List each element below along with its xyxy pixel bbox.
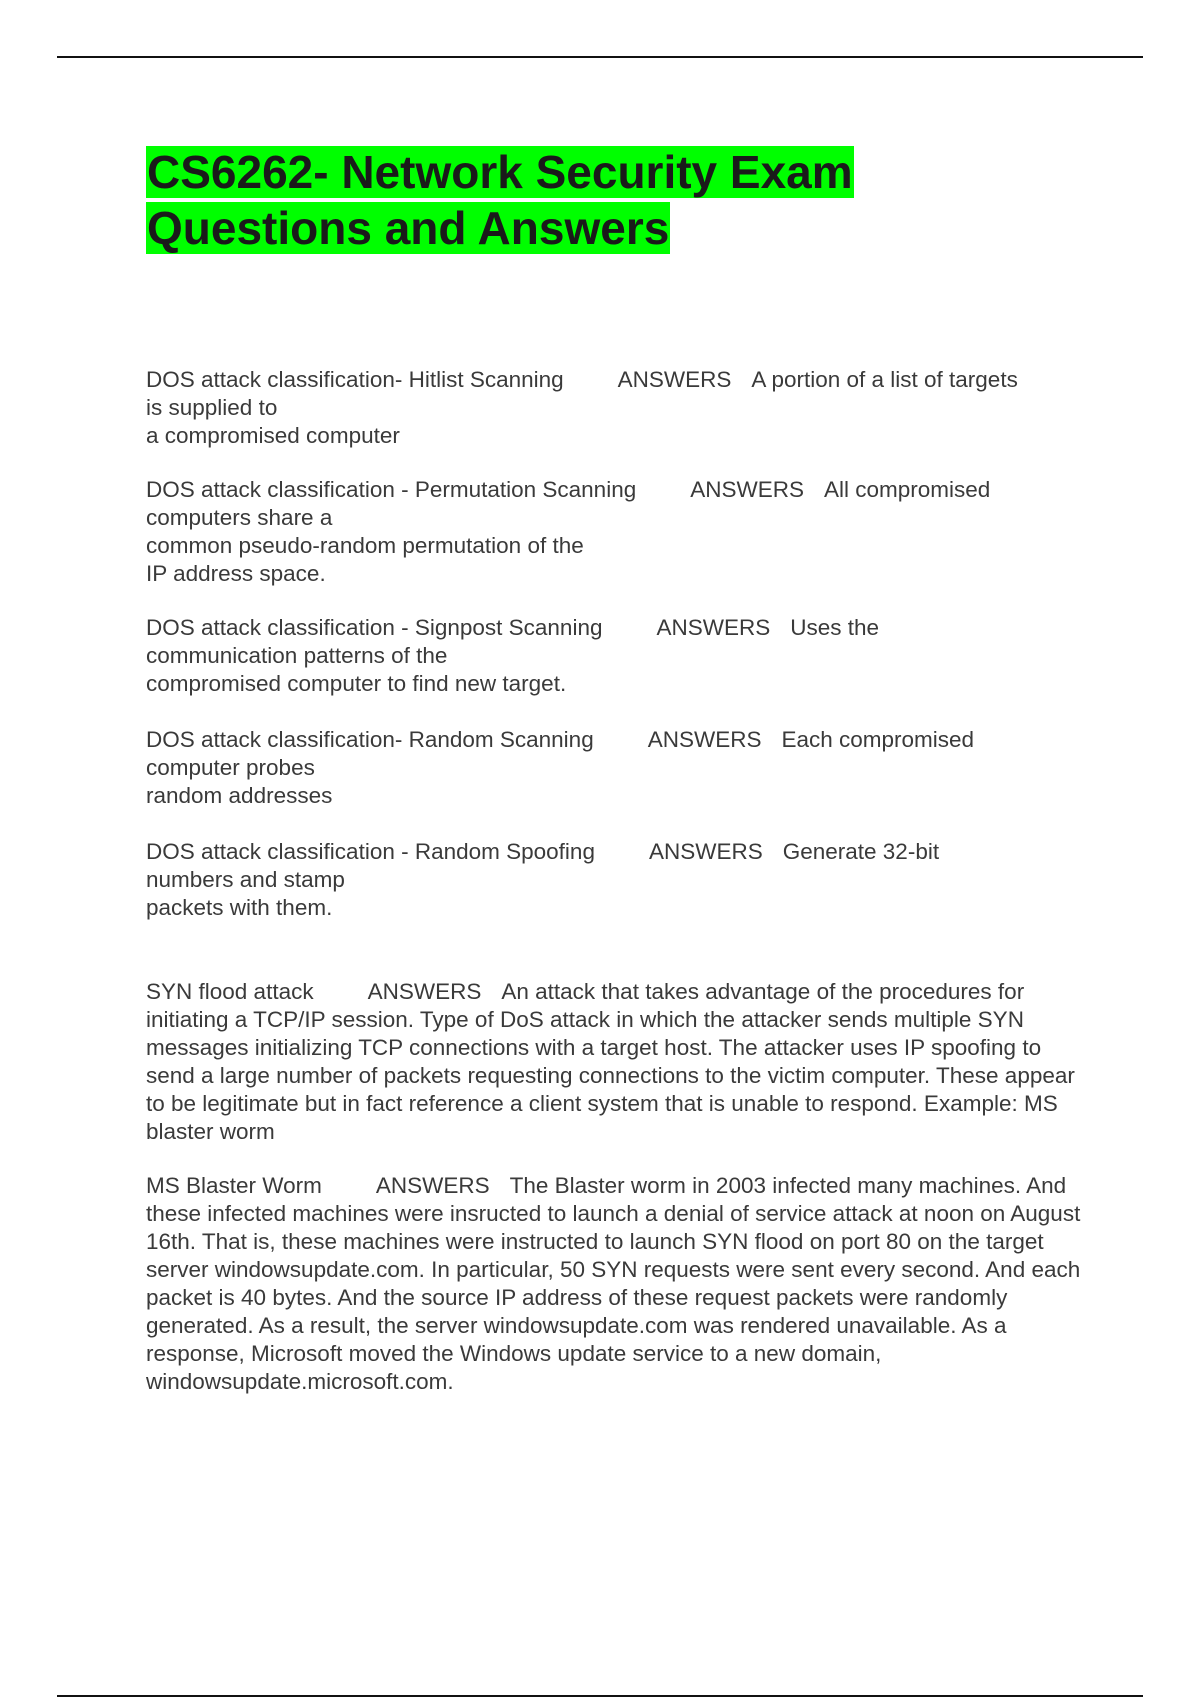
answers-label: ANSWERS <box>656 615 771 640</box>
answer-continuation: packets with them. <box>146 895 333 920</box>
qa-entry-first-line <box>146 838 1086 866</box>
question-term: DOS attack classification - Random Spoofing <box>146 839 595 864</box>
qa-entry-syn-flood-attack <box>146 978 1086 1146</box>
question-term: MS Blaster Worm <box>146 1173 322 1198</box>
answer-continuation: random addresses <box>146 783 333 808</box>
answer-continuation: communication patterns of the <box>146 643 448 668</box>
answers-label: ANSWERS <box>690 477 804 502</box>
question-term: DOS attack classification - Permutation Scanning <box>146 477 637 502</box>
answers-label: ANSWERS <box>617 367 732 392</box>
title-line-1: CS6262- Network Security Exam <box>147 146 853 198</box>
answer-text: Generate 32-bit <box>782 839 940 864</box>
qa-entry-paragraph <box>146 1172 1086 1396</box>
answer-continuation: common pseudo-random permutation of the <box>146 533 584 558</box>
qa-entry-first-line <box>146 366 1086 394</box>
answer-text: All compromised <box>824 477 991 502</box>
qa-entry-permutation-scanning <box>146 476 1086 588</box>
answers-label: ANSWERS <box>648 839 763 864</box>
qa-entry-random-spoofing <box>146 838 1086 922</box>
answer-continuation: IP address space. <box>146 561 326 586</box>
answer-text: Each compromised <box>781 727 975 752</box>
question-term: DOS attack classification - Signpost Scanning <box>146 615 603 640</box>
answer-continuation: is supplied to <box>146 395 278 420</box>
qa-entry-hitlist-scanning <box>146 366 1086 450</box>
question-term: DOS attack classification- Random Scanning <box>146 727 594 752</box>
qa-entry-signpost-scanning <box>146 614 1086 698</box>
question-term: SYN flood attack <box>146 979 314 1004</box>
answer-continuation: compromised computer to find new target. <box>146 671 567 696</box>
page-title <box>146 144 1046 256</box>
qa-entry-first-line <box>146 614 1086 642</box>
bottom-rule <box>57 1695 1143 1697</box>
qa-entry-first-line <box>146 726 1086 754</box>
qa-list <box>146 366 1086 1396</box>
answer-continuation: computers share a <box>146 505 333 530</box>
question-term: DOS attack classification- Hitlist Scanning <box>146 367 564 392</box>
qa-entry-random-scanning <box>146 726 1086 810</box>
answer-continuation: numbers and stamp <box>146 867 345 892</box>
top-rule <box>57 56 1143 58</box>
answer-text: An attack that takes advantage of the procedures for initiating a TCP/IP session. Type of DoS attack in which the attacker sends multiple SYN messages initializing TCP connections with a target host. The attacker uses IP spoofing to send a large number of packets requesting connections to the victim computer. These appear to be legitimate but in fact reference a client system that is unable to respond. Example: MS blaster worm <box>146 979 1075 1144</box>
qa-entry-ms-blaster-worm <box>146 1172 1086 1396</box>
answers-label: ANSWERS <box>367 979 482 1004</box>
answers-label: ANSWERS <box>647 727 762 752</box>
answer-continuation: computer probes <box>146 755 315 780</box>
answer-text: A portion of a list of targets <box>751 367 1018 392</box>
qa-entry-first-line <box>146 476 1086 504</box>
answer-continuation: a compromised computer <box>146 423 400 448</box>
title-line-2: Questions and Answers <box>147 202 670 254</box>
answers-label: ANSWERS <box>375 1173 490 1198</box>
answer-text: The Blaster worm in 2003 infected many machines. And these infected machines were insructed to launch a denial of service attack at noon on August 16th. That is, these machines were instructed to launch SYN flood on port 80 on the target server windowsupdate.com. In particular, 50 SYN requests were sent every second. And each packet is 40 bytes. And the source IP address of these request packets were randomly generated. As a result, the server windowsupdate.com was rendered unavailable. As a response, Microsoft moved the Windows update service to a new domain, windowsupdate.microsoft.com. <box>146 1173 1081 1394</box>
qa-entry-paragraph <box>146 978 1086 1146</box>
document-title <box>146 144 1046 256</box>
answer-text: Uses the <box>790 615 880 640</box>
